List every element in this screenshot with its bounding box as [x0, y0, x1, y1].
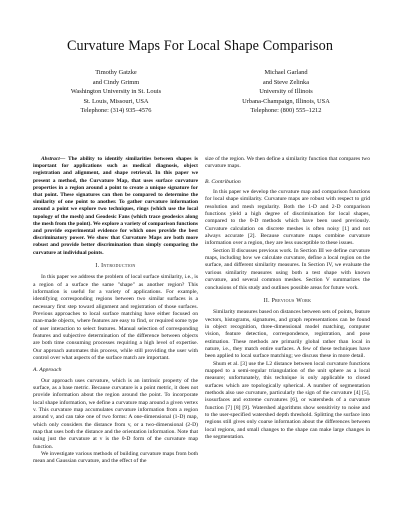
author-phone: Telephone: (314) 935–4576 — [80, 107, 152, 115]
paragraph: Section II discusses previous work. In Section III we define curvature maps, including how we calculate curvature, define a local region on the surface, and different similarity measures. In Section IV, we evaluate the various similarity measures using both a test shape with known curvature, and several common meshes. Section V summarizes the conclusions of this study and outlines possible areas for future work. — [205, 247, 370, 291]
subsection-heading-approach: A. Approach — [33, 367, 62, 374]
abstract-lead: Abstract — [41, 156, 60, 162]
paragraph: Similarity measures based on distances between sets of points, feature vectors, histograms, signatures, and graph representations can be found in object recognition, three-dimensional model matching, computer vision, feature detection, correspondence, registration, and pose estimation. These methods are primarily global rather than local in nature, i.e., they match entire surfaces. A few of these techniques have been applied to local surface matching; we discuss these in more detail. — [205, 309, 370, 360]
author-block-2 — [196, 68, 376, 116]
author-location: St. Louis, Missouri, USA — [83, 97, 149, 105]
paragraph: Our approach uses curvature, which is an intrinsic property of the surface, as a base metric. Because curvature is a point metric, it does not provide information about the region around the point. To incorporate local shape information, we define a curvature map around a given vertex v. This curvature map accumulates curvature information from a region around v, and can take one of two forms: A one-dimensional (1-D) map, which only considers the distance from v, or a two-dimensional (2-D) map that uses both the distance and the orientation information. Note that using just the curvature at v is the 0-D form of the curvature map function. — [33, 377, 198, 450]
paragraph: In this paper we develop the curvature map and comparison functions for local shape similarity. Curvature maps are robust with respect to grid resolution and mesh regularity. Both the 1-D and 2-D comparison functions yield a high degree of discrimination for local shapes, compared to the 0-D methods which have been used previously. Curvature calculation on discrete meshes is often noisy [1] and not always accurate [2]. Because curvature maps combine curvature information over a region, they are less susceptible to these issues. — [205, 189, 370, 247]
author-affiliation: Washington University in St. Louis — [70, 88, 162, 96]
subsection-heading-contribution: B. Contribution — [205, 178, 241, 185]
section-heading-previous-work: II. Previous Work — [263, 297, 312, 304]
paragraph: In this paper we address the problem of local surface similarity, i.e., is a region of a surface the same "shape" as another region? This information is useful for a variety of applications. For example, identifying corresponding regions between two similar surfaces is a necessary first step toward alignment and registration of those surfaces. Previous approaches to local surface matching have either focused on man-made objects, where features are easy to find, or required some type of user interaction to select features. Manual selection of corresponding features and subjective determination of the difference between objects are both time consuming processes requiring a high level of expertise. Our approach automates this process, while still providing the user with control over what aspects of the surface match are important. — [33, 274, 198, 361]
paragraph: We investigate various methods of building curvature maps from both mean and Gaussian curvature, and the effect of the — [33, 451, 198, 465]
paper-title: Curvature Maps For Local Shape Comparison — [66, 38, 334, 54]
left-column — [33, 156, 198, 466]
right-column — [205, 156, 370, 441]
abstract — [33, 156, 198, 257]
author-line-1: Timothy Gatzke — [95, 69, 137, 76]
author-phone: Telephone: (800) 555–1212 — [250, 107, 322, 115]
author-block-1 — [26, 68, 206, 116]
author-line-1: Michael Garland — [264, 69, 308, 76]
paragraph: size of the region. We then define a similarity function that compares two curvature maps. — [205, 156, 370, 170]
author-affiliation: University of Illinois — [259, 88, 313, 96]
author-location: Urbana-Champaign, Illinois, USA — [242, 97, 330, 105]
author-line-2: and Cindy Grimm — [92, 78, 140, 86]
author-line-2: and Steve Zelinka — [262, 78, 310, 86]
section-heading-introduction: I. Introduction — [95, 262, 136, 269]
paragraph: Shum et al. [3] use the L2 distance between local curvature functions mapped to a semi-regular triangulation of the unit sphere as a local measure; unfortunately, this technique is only applicable to closed surfaces which are topologically spherical. A number of segmentation methods also use curvature, particularly the sign of the curvature [4] [5], isosurfaces and extreme curvatures [6], or watersheds of a curvature function [7] [8] [9]. Watershed algorithms show sensitivity to noise and to the user-specified watershed depth threshold. Splitting the surface into regions still gives only coarse information about the differences between local regions, and small changes to the shape can make large changes in the segmentation. — [205, 360, 370, 441]
abstract-text: — The ability to identify similarities between shapes is important for applications such as medical diagnosis, object registration and alignment, and shape retrieval. In this paper we present a method, the Curvature Map, that uses surface curvature properties in a region around a point to create a unique signature for that point. These signatures can then be compared to determine the similarity of one point to another. To gather curvature information around a point we explore two techniques, rings (which use the local topology of the mesh) and Geodesic Fans (which trace geodesics along the mesh from the point). We explore a variety of comparison functions and provide experimental evidence for which ones provide the best discriminatory power. We show that Curvature Maps are both more robust and provide better discrimination than simply comparing the curvature at individual points. — [33, 156, 198, 256]
